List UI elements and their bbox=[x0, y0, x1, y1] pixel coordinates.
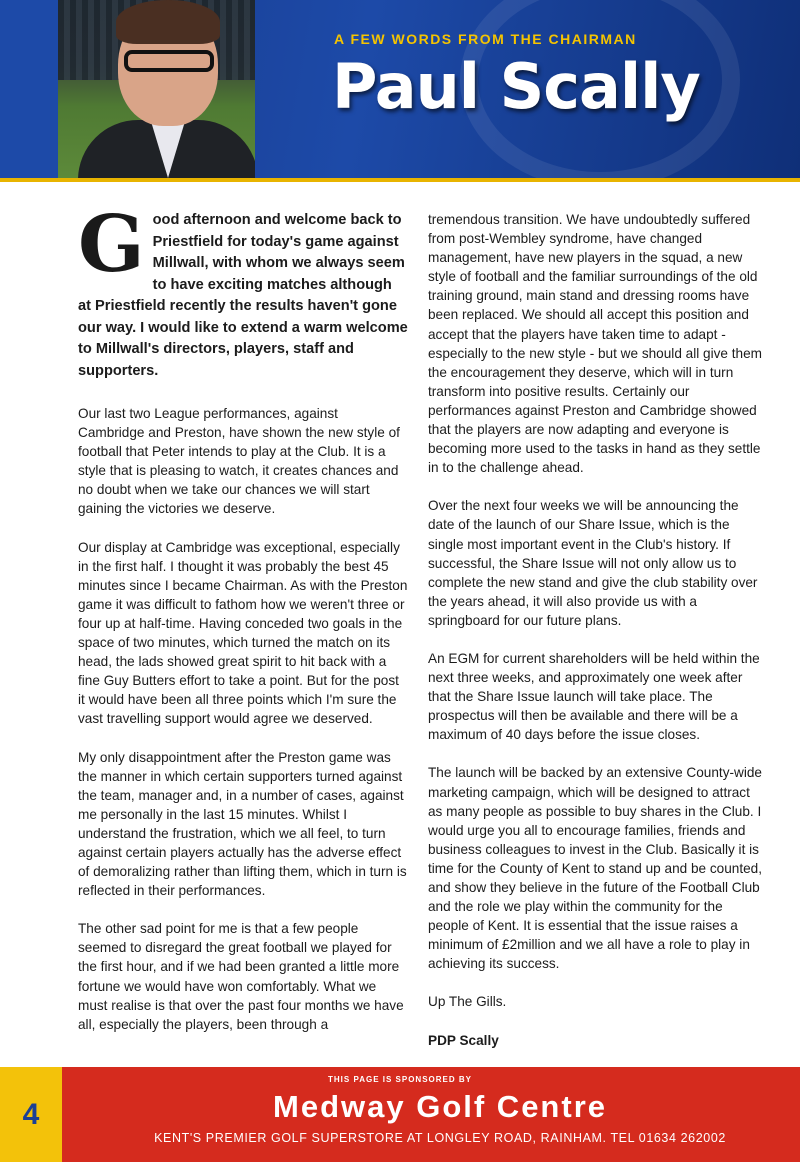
sponsor-tagline: KENT'S PREMIER GOLF SUPERSTORE AT LONGLEY ROAD, RAINHAM. TEL 01634 262002 bbox=[154, 1131, 726, 1145]
page-number: 4 bbox=[0, 1067, 62, 1162]
header-divider bbox=[0, 178, 800, 182]
paragraph: An EGM for current shareholders will be held within the next three weeks, and approximately one week after that the Share Issue launch will take place. The prospectus will then be available and there will be a maximum of 40 days before the issue closes. bbox=[428, 650, 760, 743]
chairman-photo bbox=[58, 0, 255, 178]
sponsor-name: Medway Golf Centre bbox=[273, 1089, 607, 1124]
closing-line: Up The Gills. bbox=[428, 994, 507, 1010]
paragraph: Over the next four weeks we will be announcing the date of the launch of our Share Issue, which is the single most important event in the Club's history. If successful, the Share Issue will not only allow us to complete the new stand and give the club stability over the years ahead, it will also provide us with a springboard for our future plans. bbox=[428, 498, 758, 628]
article-column-right bbox=[428, 210, 763, 1069]
paragraph: tremendous transition. We have undoubtedly suffered from post-Wembley syndrome, have changed management, have new players in the squad, a new style of football and the familiar surroundings of the old training ground, main stand and dressing rooms have been replaced. We should all accept this position and accept that the players have taken time to adapt - especially to the new style - but we should all give them the encouragement they deserve, which will in turn transform into positive results. Certainly our performances against Preston and Cambridge showed that the players are now adapting and everyone is becoming more used to the tasks in hand as they settle in to the challenge ahead. bbox=[428, 212, 762, 476]
page-title: Paul Scally bbox=[332, 50, 700, 123]
sponsor-kicker: THIS PAGE IS SPONSORED BY bbox=[328, 1075, 472, 1084]
header-banner bbox=[0, 0, 800, 180]
paragraph: The launch will be backed by an extensive County-wide marketing campaign, which will be designed to attract as many people as possible to buy shares in the Club. I would urge you all to encourage families, friends and business colleagues to invest in the Club. Basically it is time for the County of Kent to stand up and be counted, and show they believe in the future of the Football Club and the role we play within the community for the people of Kent. It is essential that the issue raises a minimum of £2million and we all have a role to play in achieving its success. bbox=[428, 765, 763, 972]
drop-cap: G bbox=[78, 199, 145, 290]
sponsor-footer bbox=[0, 1067, 800, 1162]
paragraph: Our last two League performances, against Cambridge and Preston, have shown the new style of football that Peter intends to play at the Club. It is a style that is pleasing to watch, it creates chances and no doubt when we take our chances we will start gaining the victories we deserve. bbox=[78, 406, 400, 517]
article-column-left bbox=[78, 199, 408, 1053]
left-edge-band bbox=[0, 0, 58, 180]
paragraph: The other sad point for me is that a few people seemed to disregard the great football we played for the first hour, and if we had been granted a little more fortune we would have won comfortably. What we must realise is that over the past four months we have all, especially the players, been through a bbox=[78, 921, 404, 1032]
intro-paragraph bbox=[78, 199, 408, 382]
header-kicker: A FEW WORDS FROM THE CHAIRMAN bbox=[334, 31, 637, 47]
intro-text: ood afternoon and welcome back to Priestfield for today's game against Millwall, with whom we always seem to have exciting matches although at Priestfield recently the results haven't gone our way. I would like to extend a warm welcome to Millwall's directors, players, staff and supporters. bbox=[78, 212, 408, 379]
signature: PDP Scally bbox=[428, 1032, 499, 1048]
paragraph: Our display at Cambridge was exceptional, especially in the first half. I thought it was probably the best 45 minutes since I became Chairman. As with the Preston game it was difficult to fathom how we weren't three or four up at half-time. Having conceded two goals in the space of two minutes, which turned the match on its head, the lads showed great spirit to hit back with a fine Guy Butters effort to take a point. But for the post it would have been all three points which I'm sure the vast travelling support would agree we deserved. bbox=[78, 539, 408, 727]
paragraph: My only disappointment after the Preston game was the manner in which certain supporters turned against the team, manager and, in a number of cases, against me personally in the last 15 minutes. Whilst I understand the frustration, which we all feel, to turn against certain players actually has the adverse effect of demoralizing rather than lifting them, which in turn is reflected in their performances. bbox=[78, 749, 407, 899]
